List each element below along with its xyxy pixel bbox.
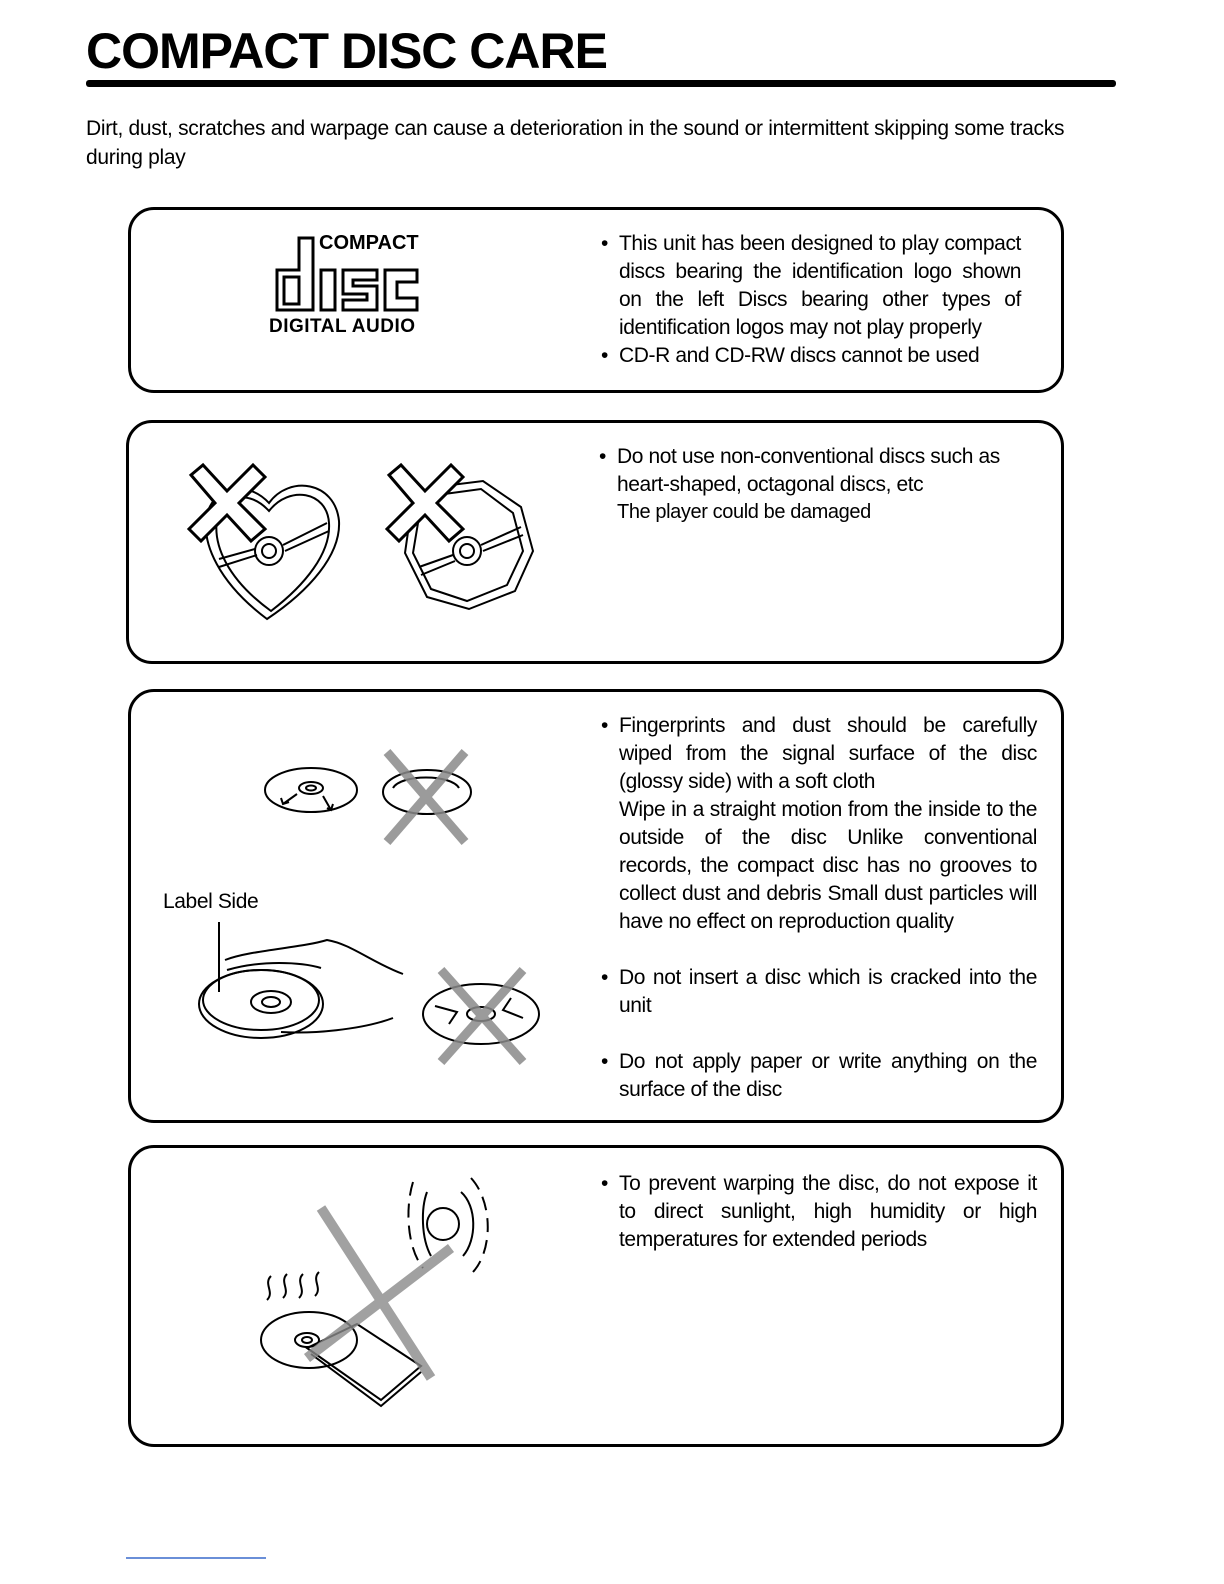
bullet-warping: • To prevent warping the disc, do not expose it to direct sunlight, high humidity or high temperatures for extended periods [601, 1170, 1037, 1254]
panel-nonconventional-discs [126, 420, 1064, 664]
sun-icon [408, 1178, 487, 1272]
hand-holding-disc-icon [199, 922, 403, 1038]
heat-waves-icon [267, 1272, 319, 1300]
bullet-logo-compatibility: • This unit has been designed to play compact discs bearing the identification logo shown on the left Discs bearing other types of identification logos may not play properly [601, 230, 1021, 342]
cross-icon-wipe [387, 752, 465, 842]
panel-4-bullets [601, 1170, 1037, 1254]
logo-word-digital-audio: DIGITAL AUDIO [269, 316, 416, 337]
note-player-damage: The player could be damaged [617, 501, 871, 523]
label-side-caption: Label Side [163, 890, 259, 913]
wiping-instructions: Wipe in a straight motion from the inside to the outside of the disc Unlike conventional records, the compact disc has no grooves to collect dust and debris Small dust particles will have no effect on reproduction quality [619, 798, 1037, 933]
page-title: COMPACT DISC CARE [86, 23, 607, 79]
bullet-no-paper: • Do not apply paper or write anything on the surface of the disc [601, 1048, 1037, 1104]
panel-3-bullets [601, 712, 1037, 1104]
panel-2-bullets [599, 443, 1039, 499]
nonconventional-discs-illustration [129, 423, 589, 663]
bullet-cdr-cdrw: • CD-R and CD-RW discs cannot be used [601, 342, 1021, 370]
cross-icon-heart [189, 465, 265, 541]
compact-disc-logo [269, 230, 439, 340]
bullet-nonconventional: • Do not use non-conventional discs such as heart-shaped, octagonal discs, etc [599, 443, 1039, 499]
panel-warping [128, 1145, 1064, 1447]
panel-disc-logo [128, 207, 1064, 393]
panel-1-bullets [601, 230, 1021, 370]
footer-link-line [126, 1557, 266, 1559]
bullet-cracked-disc: • Do not insert a disc which is cracked into the unit [601, 964, 1037, 1020]
intro-paragraph: Dirt, dust, scratches and warpage can cause a deterioration in the sound or intermittent skipping some tracks during play [86, 117, 1065, 169]
panel-cleaning-handling [128, 689, 1064, 1123]
title-rule [86, 80, 1116, 87]
logo-word-compact: COMPACT [319, 232, 419, 254]
cross-icon-octagon [387, 465, 463, 541]
heat-sunlight-illustration [131, 1148, 591, 1448]
fingerprints-text: Fingerprints and dust should be carefully wiped from the signal surface of the disc (glossy side) with a soft cloth [619, 714, 1037, 793]
wipe-direction-disc-icon [265, 768, 357, 812]
bullet-fingerprints [601, 712, 1037, 936]
